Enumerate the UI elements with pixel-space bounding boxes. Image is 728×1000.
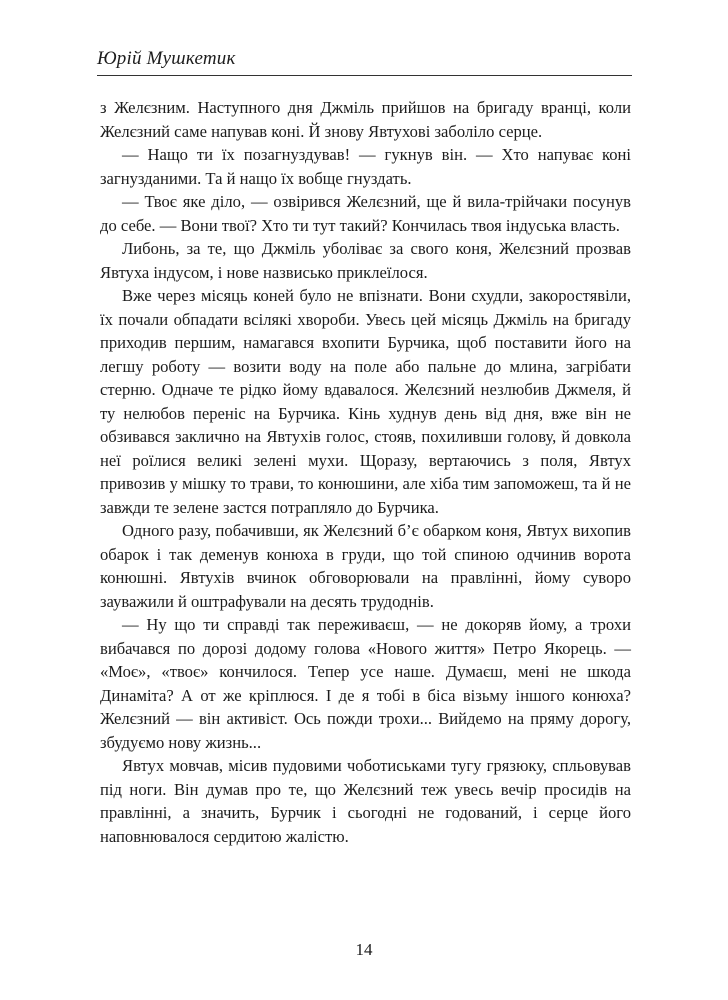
- paragraph: — Твоє яке діло, — озвірився Желєзний, ще й вила-трійчаки посунув до себе. — Вони твої? Хто ти тут такий? Кончилась твоя індуська власть.: [100, 192, 631, 235]
- body-text: [100, 96, 631, 848]
- header-rule: [97, 75, 632, 76]
- page-number: 14: [355, 940, 373, 959]
- paragraph: Вже через місяць коней було не впізнати. Вони схудли, закоростявіли, їх почали обпадати всілякі хвороби. Увесь цей місяць Джміль на бригаду приходив першим, намагався вхопити Бурчика, щоб поставити його на легшу роботу — возити воду на поле або пальне до млина, загрібати стерню. Одначе те рідко йому вдавалося. Желєзний незлюбив Джмеля, й ту нелюбов переніс на Бурчика. Кінь худнув день від дня, вже він не обзивався заклично на Явтухів голос, стояв, похиливши голову, й довкола неї роїлися великі зелені мухи. Щоразу, вертаючись з поля, Явтух привозив у мішку то трави, то конюшини, але хіба тим запоможеш, та й не завжди те зелене застся потрапляло до Бурчика.: [100, 286, 631, 517]
- running-head-author: Юрій Мушкетик: [97, 48, 236, 69]
- paragraph: Явтух мовчав, місив пудовими чоботиськами тугу грязюку, спльовував під ноги. Він думав про те, що Желєзний теж увесь вечір просидів на правлінні, а значить, Бурчик і сьогодні не годований, і серце його наповнювалося сердитою жалістю.: [100, 756, 631, 846]
- paragraph: Либонь, за те, що Джміль уболіває за свого коня, Желєзний прозвав Явтуха індусом, і нове назвисько приклеїлося.: [100, 239, 631, 282]
- paragraph: Одного разу, побачивши, як Желєзний б’є обарком коня, Явтух вихопив обарок і так деменув конюха в груди, що той спиною одчинив ворота конюшні. Явтухів вчинок обговорювали на правлінні, йому суворо зауважили й оштрафували на десять трудоднів.: [100, 521, 631, 611]
- paragraph-continuation: з Желєзним. Наступного дня Джміль прийшов на бригаду вранці, коли Желєзний саме напував коні. Й знову Явтухові заболіло серце.: [100, 98, 631, 141]
- paragraph: — Нащо ти їх позагнуздував! — гукнув він. — Хто напуває коні загнузданими. Та й нащо їх вобще гнуздать.: [100, 145, 631, 188]
- paragraph: — Ну що ти справді так переживаєш, — не докоряв йому, а трохи вибачався по дорозі додому голова «Нового життя» Петро Якорець. — «Моє», «твоє» кончилося. Тепер усе наше. Думаєш, мені не шкода Динаміта? А от же кріплюся. І де я тобі в біса візьму іншого конюха? Желєзний — він активіст. Ось пожди трохи... Вийдемо на пряму дорогу, збудуємо нову жизнь...: [100, 615, 631, 752]
